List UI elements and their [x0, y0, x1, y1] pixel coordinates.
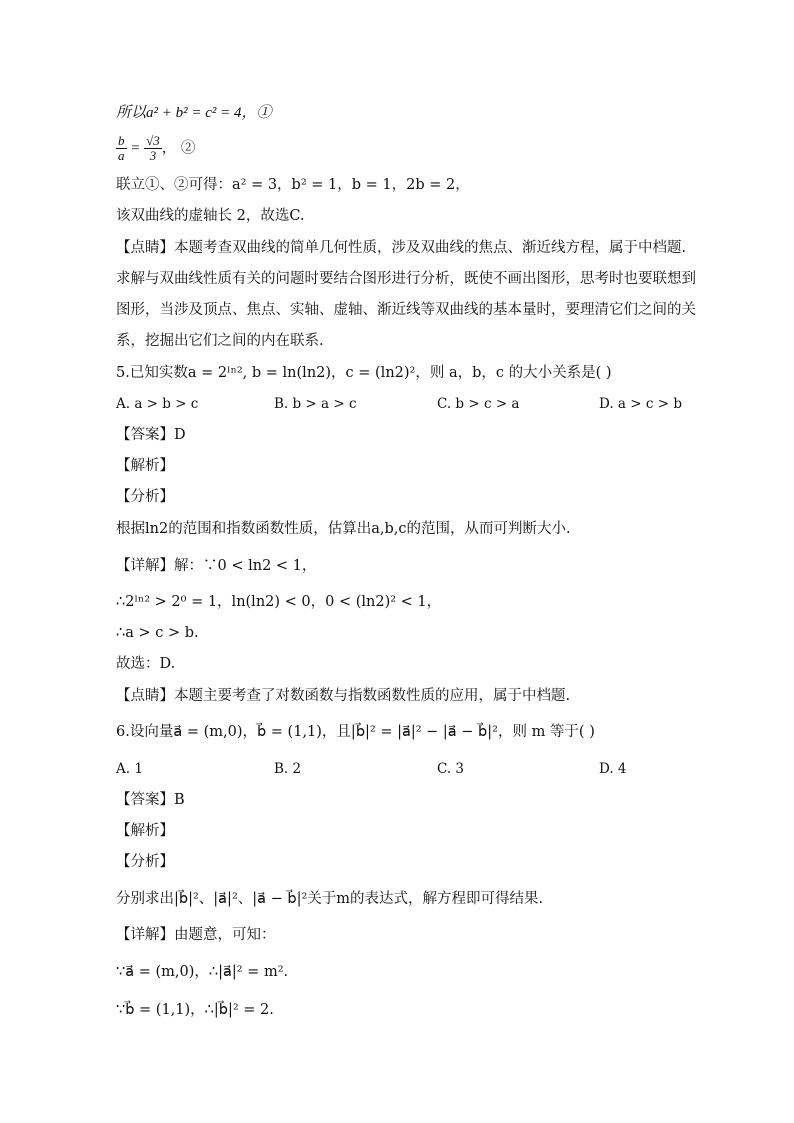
q5-xiangjie-2: ∴2ˡⁿ² > 2⁰ = 1，ln(ln2) < 0，0 < (ln2)² < 1，: [116, 594, 442, 610]
q6-xiangjie-2: ∵a⃗ = (m,0)，∴|a⃗|² = m².: [116, 964, 289, 980]
q5-xiangjie-3: ∴a > c > b.: [116, 625, 199, 641]
dianjing-line-2: 求解与双曲线性质有关的问题时要结合图形进行分析，既使不画出图形，思考时也要联想到: [116, 271, 696, 287]
q5-option-c: C. b > c > a: [437, 396, 520, 412]
eq-line-2: $\frac{b}{a}$ = $\frac{√3}{3}$ ， ②: [118, 133, 196, 163]
q5-fenxi-heading: 【分析】: [116, 489, 174, 505]
dianjing-line-3: 图形，当涉及顶点、焦点、实轴、虚轴、渐近线等双曲线的基本量时，要理清它们之间的关: [116, 302, 696, 318]
q6-jiexi-heading: 【解析】: [116, 823, 174, 839]
q6-option-a: A. 1: [116, 761, 143, 777]
q6-option-d: D. 4: [599, 761, 627, 777]
q5-option-a: A. a > b > c: [116, 396, 199, 412]
q5-option-b: B. b > a > c: [274, 396, 357, 412]
eq-line-1: 所以a² + b² = c² = 4，①: [116, 105, 272, 121]
q5-answer: 【答案】D: [116, 427, 186, 443]
q6-xiangjie-3: ∵b⃗ = (1,1)，∴|b⃗|² = 2.: [116, 1002, 274, 1018]
q6-option-b: B. 2: [274, 761, 302, 777]
q6-fenxi-heading: 【分析】: [116, 854, 174, 870]
text-line-4: 该双曲线的虚轴长 2，故选C.: [116, 208, 305, 224]
q5-dianjing: 【点睛】本题主要考查了对数函数与指数函数性质的应用，属于中档题.: [116, 688, 571, 704]
q5-xiangjie-1: 【详解】解：∵0 < ln2 < 1，: [116, 558, 317, 574]
q6-fenxi-text: 分别求出|b⃗|²、|a⃗|²、|a⃗ − b⃗|²关于m的表达式，解方程即可得结果.: [116, 891, 544, 907]
dianjing-line-4: 系，挖掘出它们之间的内在联系.: [116, 333, 324, 349]
q5-fenxi-text: 根据ln2的范围和指数函数性质，估算出a,b,c的范围，从而可判断大小.: [116, 521, 571, 537]
q5-option-d: D. a > c > b: [599, 396, 682, 412]
q5-xiangjie-4: 故选：D.: [116, 656, 176, 672]
q5-jiexi-heading: 【解析】: [116, 458, 174, 474]
eq-line-3: 联立①、②可得：a² = 3，b² = 1，b = 1，2b = 2，: [116, 177, 470, 193]
question-5: 5.已知实数a = 2ˡⁿ², b = ln(ln2)，c = (ln2)²，则 a，b，c 的大小关系是( ): [116, 365, 612, 381]
question-6: 6.设向量a⃗ = (m,0)，b⃗ = (1,1)，且|b⃗|² = |a⃗|² − |a⃗ − b⃗|²，则 m 等于( ): [116, 724, 595, 740]
dianjing-line-1: 【点睛】本题考查双曲线的简单几何性质，涉及双曲线的焦点、渐近线方程，属于中档题.: [116, 240, 687, 256]
fraction-b-over-a: $\frac{b}{a}$: [118, 133, 125, 163]
q6-xiangjie-1: 【详解】由题意，可知：: [116, 927, 276, 943]
q6-option-c: C. 3: [437, 761, 465, 777]
fraction-sqrt3-over-3: $\frac{√3}{3}$: [146, 133, 160, 163]
q6-answer: 【答案】B: [116, 792, 185, 808]
